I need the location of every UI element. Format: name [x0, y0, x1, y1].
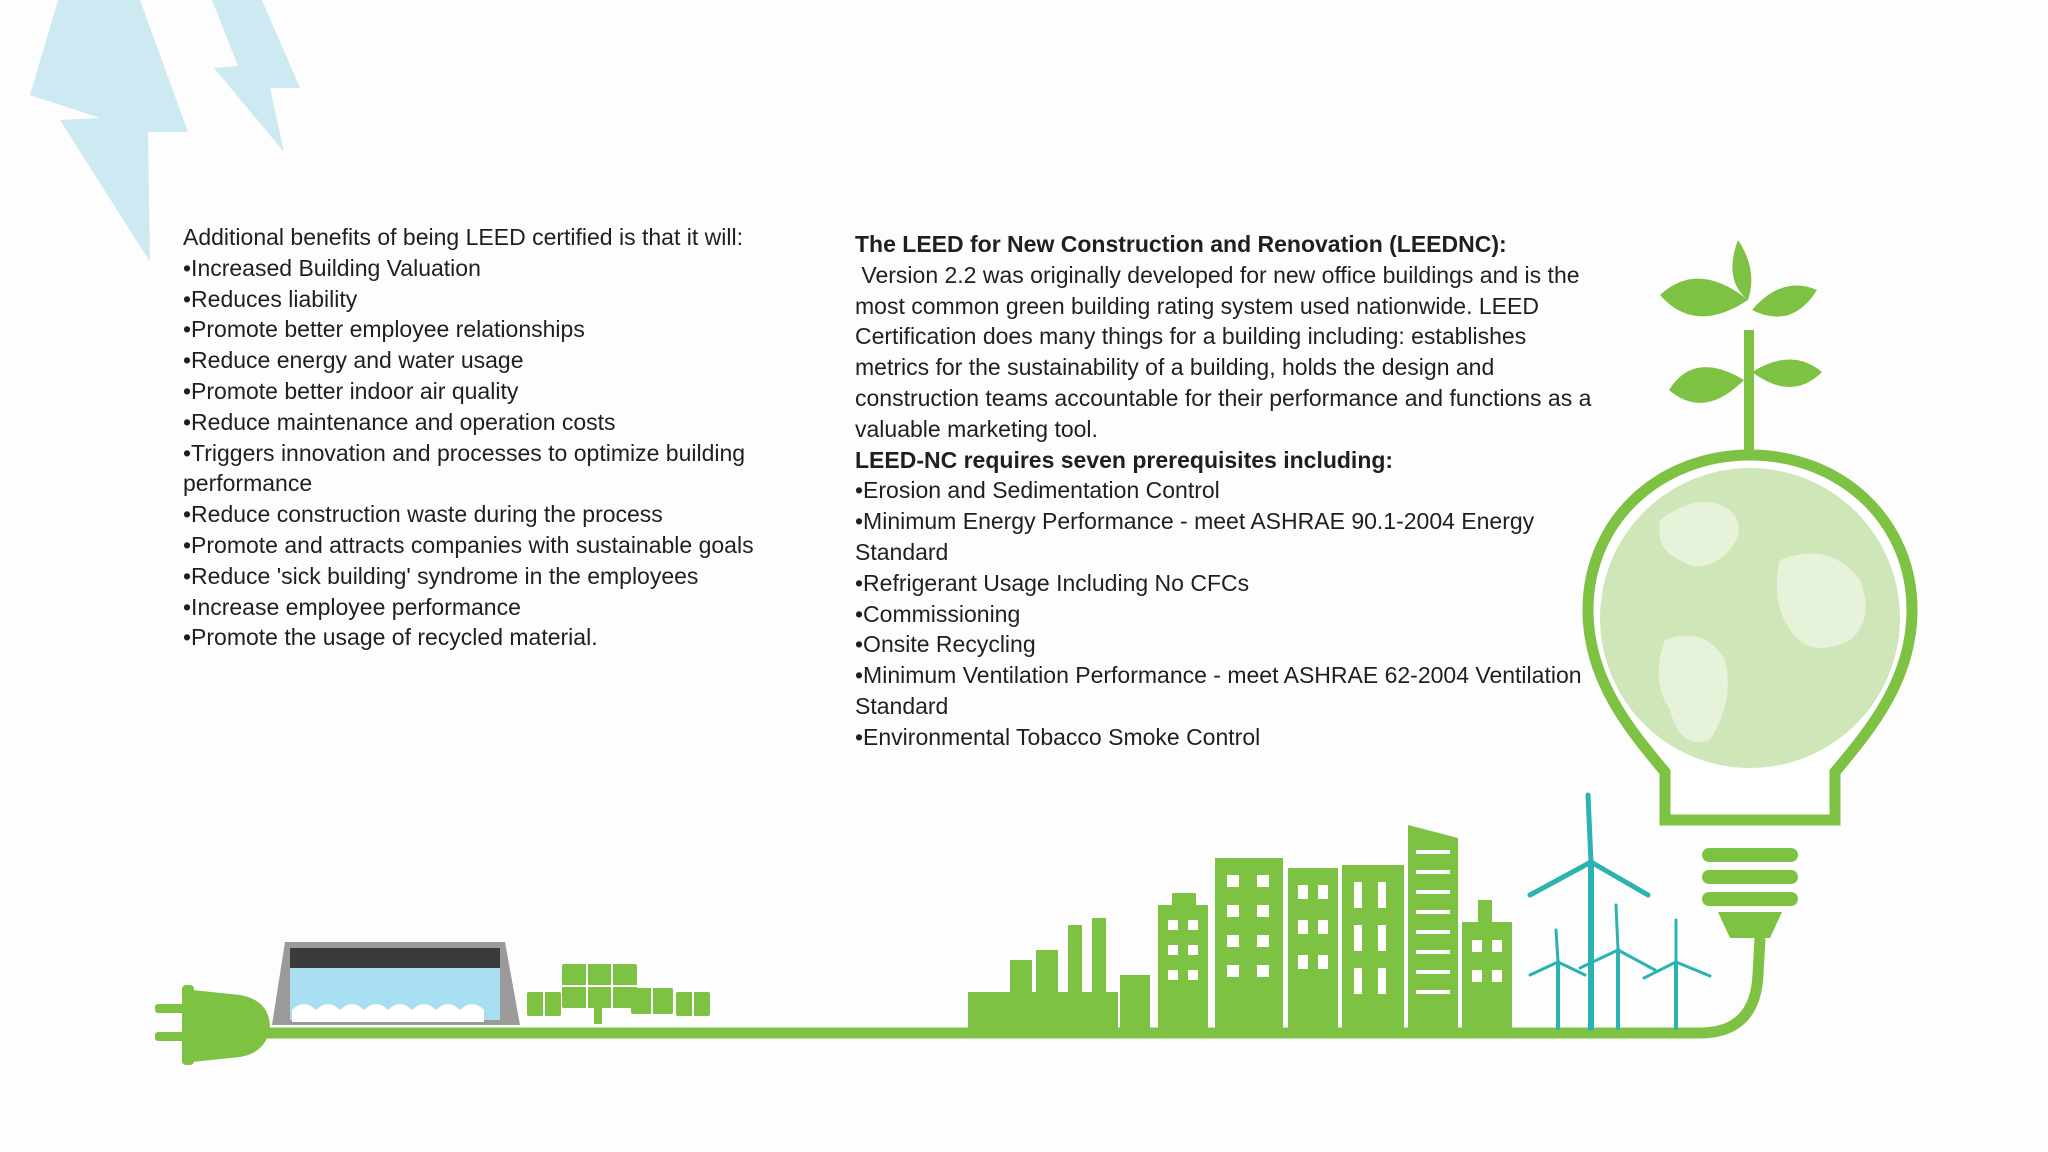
prerequisite-item: •Minimum Ventilation Performance - meet ASHRAE 62-2004 Ventilation Standard — [855, 662, 1582, 719]
benefit-item: •Increase employee performance — [183, 593, 521, 620]
benefit-item: •Promote the usage of recycled material. — [183, 624, 598, 651]
factory-icon — [968, 918, 1150, 1030]
leednc-heading: The LEED for New Construction and Renovation (LEEDNC): — [855, 231, 1507, 257]
benefits-list — [183, 222, 803, 653]
dam-icon — [272, 942, 520, 1025]
city-skyline-icon — [1158, 825, 1512, 1030]
lightbulb-globe-icon — [1588, 455, 1912, 938]
sprout-icon — [1660, 240, 1822, 460]
solar-panel-icon — [527, 964, 710, 1024]
benefit-item: •Triggers innovation and processes to optimize building performance — [183, 439, 746, 497]
plug-icon — [155, 985, 270, 1065]
benefits-intro: Additional benefits of being LEED certified is that it will: — [183, 224, 743, 250]
benefit-item: •Promote better employee relationships — [183, 316, 585, 343]
prerequisite-item: •Minimum Energy Performance - meet ASHRAE 90.1-2004 Energy Standard — [855, 508, 1535, 565]
wind-turbine-icon — [1530, 795, 1710, 1028]
benefit-item: •Reduce maintenance and operation costs — [183, 408, 616, 435]
benefit-item: •Increased Building Valuation — [183, 254, 481, 281]
benefit-item: •Promote and attracts companies with sustainable goals — [183, 531, 754, 558]
prerequisite-item: •Environmental Tobacco Smoke Control — [855, 723, 1261, 750]
prerequisite-item: •Commissioning — [855, 600, 1021, 627]
prerequisite-item: •Erosion and Sedimentation Control — [855, 477, 1220, 504]
benefit-item: •Reduce energy and water usage — [183, 347, 524, 374]
prerequisite-item: •Onsite Recycling — [855, 631, 1036, 658]
benefit-item: •Reduce 'sick building' syndrome in the employees — [183, 562, 699, 589]
leednc-section — [855, 229, 1600, 753]
prerequisites-heading: LEED-NC requires seven prerequisites including: — [855, 446, 1394, 473]
benefit-item: •Promote better indoor air quality — [183, 377, 519, 404]
leednc-description: Version 2.2 was originally developed for new office buildings and is the most common green building rating system used nationwide. LEED Certification does many things for a building including: establishes metrics for the sustainability of a building, holds the design and construction teams accountable for their performance and functions as a valuable marketing tool. — [855, 261, 1598, 442]
benefit-item: •Reduce construction waste during the process — [183, 501, 663, 528]
benefit-item: •Reduces liability — [183, 285, 358, 312]
prerequisite-item: •Refrigerant Usage Including No CFCs — [855, 569, 1250, 596]
